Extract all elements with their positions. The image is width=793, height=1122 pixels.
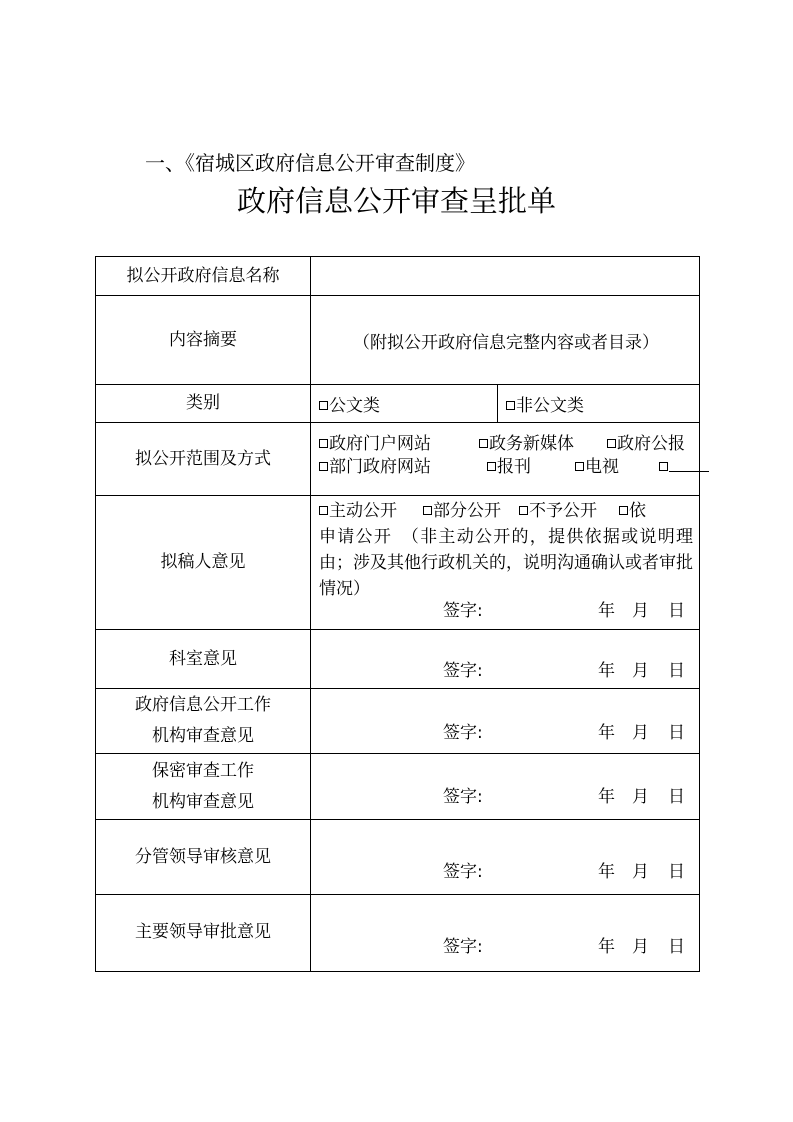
scope-label: 拟公开范围及方式 (96, 423, 311, 496)
section-heading: 一、《宿城区政府信息公开审查制度》 (145, 151, 475, 175)
drafter-option-active[interactable] (319, 501, 397, 521)
date-year-label: 年 (598, 787, 615, 807)
checkbox-icon[interactable] (319, 506, 328, 515)
date-day-label: 日 (668, 601, 685, 621)
summary-hint: （附拟公开政府信息完整内容或者目录） (353, 332, 659, 353)
date-month-label: 月 (632, 601, 649, 621)
scope-option-tv-and-other[interactable] (575, 456, 699, 479)
row-deputy-leader (96, 820, 700, 895)
info-name-label: 拟公开政府信息名称 (96, 257, 311, 296)
date-day-label: 日 (668, 723, 685, 743)
row-department (96, 630, 700, 689)
secrecy-office-label (96, 754, 311, 820)
drafter-field[interactable] (311, 496, 700, 630)
sign-label: 签字: (443, 723, 483, 743)
info-name-field[interactable] (311, 257, 700, 296)
scope-option-gazette[interactable] (607, 433, 699, 456)
option-label: 电视 (585, 457, 619, 477)
date-year-label: 年 (598, 601, 615, 621)
checkbox-icon[interactable] (607, 439, 616, 448)
date-month-label: 月 (632, 787, 649, 807)
option-label: 部门政府网站 (329, 457, 431, 477)
category-label: 类别 (96, 385, 311, 423)
option-label: 部分公开 (433, 501, 501, 521)
department-label: 科室意见 (96, 630, 311, 689)
checkbox-icon[interactable] (575, 462, 584, 471)
label-line: 机构审查意见 (152, 726, 254, 746)
option-label: 主动公开 (329, 501, 397, 521)
row-scope (96, 423, 700, 496)
row-category (96, 385, 700, 423)
chief-leader-label: 主要领导审批意见 (96, 895, 311, 972)
drafter-option-on-request[interactable] (619, 501, 646, 521)
department-field[interactable] (311, 630, 700, 689)
date-year-label: 年 (598, 862, 615, 882)
option-label: 报刊 (497, 457, 531, 477)
signature-row (319, 785, 693, 809)
option-label: 政府公报 (617, 434, 685, 454)
deputy-leader-field[interactable] (311, 820, 700, 895)
deputy-leader-label: 分管领导审核意见 (96, 820, 311, 895)
scope-option-portal[interactable] (319, 433, 479, 456)
signature-row (319, 935, 693, 959)
option-label: 公文类 (329, 396, 380, 416)
disclosure-office-label (96, 689, 311, 754)
checkbox-icon[interactable] (506, 401, 515, 410)
category-option-official[interactable] (311, 385, 498, 423)
checkbox-icon[interactable] (619, 506, 628, 515)
category-option-non-official[interactable] (498, 385, 700, 423)
other-blank-line[interactable] (669, 457, 709, 472)
date-day-label: 日 (668, 862, 685, 882)
option-label: 政府门户网站 (329, 434, 431, 454)
signature-row (319, 721, 693, 745)
drafter-option-partial[interactable] (423, 501, 501, 521)
row-disclosure-office (96, 689, 700, 754)
drafter-option-withhold[interactable] (519, 501, 597, 521)
row-chief-leader (96, 895, 700, 972)
date-day-label: 日 (668, 787, 685, 807)
option-label: 依 (629, 501, 646, 521)
date-year-label: 年 (598, 723, 615, 743)
sign-label: 签字: (443, 937, 483, 957)
date-month-label: 月 (632, 937, 649, 957)
row-summary (96, 296, 700, 385)
date-year-label: 年 (598, 661, 615, 681)
sign-label: 签字: (443, 787, 483, 807)
option-label: 非公文类 (516, 396, 584, 416)
date-day-label: 日 (668, 661, 685, 681)
sign-label: 签字: (443, 661, 483, 681)
row-secrecy-office (96, 754, 700, 820)
label-line: 保密审查工作 (152, 760, 254, 781)
scope-option-new-media[interactable] (479, 433, 607, 456)
scope-option-dept-website[interactable] (319, 456, 479, 479)
disclosure-office-field[interactable] (311, 689, 700, 754)
row-info-name (96, 257, 700, 296)
chief-leader-field[interactable] (311, 895, 700, 972)
summary-field[interactable] (311, 296, 700, 385)
page-title: 政府信息公开审查呈批单 (236, 184, 556, 218)
checkbox-icon[interactable] (479, 439, 488, 448)
secrecy-office-field[interactable] (311, 754, 700, 820)
summary-label: 内容摘要 (96, 296, 311, 385)
checkbox-icon[interactable] (659, 462, 668, 471)
signature-row (319, 599, 693, 623)
drafter-note: 申请公开 （非主动公开的，提供依据或说明理由；涉及其他行政机关的，说明沟通确认或者审批情况） (319, 527, 693, 599)
option-label: 不予公开 (529, 501, 597, 521)
label-line: 政府信息公开工作 (135, 695, 271, 715)
checkbox-icon[interactable] (319, 439, 328, 448)
signature-row (319, 659, 693, 683)
label-line: 机构审查意见 (152, 791, 254, 812)
date-month-label: 月 (632, 862, 649, 882)
sign-label: 签字: (443, 862, 483, 882)
date-month-label: 月 (632, 661, 649, 681)
checkbox-icon[interactable] (319, 401, 328, 410)
row-drafter (96, 496, 700, 630)
drafter-label: 拟稿人意见 (96, 496, 311, 630)
checkbox-icon[interactable] (423, 506, 432, 515)
scope-options (311, 423, 700, 496)
checkbox-icon[interactable] (319, 462, 328, 471)
date-year-label: 年 (598, 937, 615, 957)
option-label: 政务新媒体 (489, 434, 574, 454)
date-day-label: 日 (668, 937, 685, 957)
sign-label: 签字: (443, 601, 483, 621)
date-month-label: 月 (632, 723, 649, 743)
approval-form-table (95, 256, 700, 972)
checkbox-icon[interactable] (487, 462, 496, 471)
signature-row (319, 860, 693, 884)
checkbox-icon[interactable] (519, 506, 528, 515)
